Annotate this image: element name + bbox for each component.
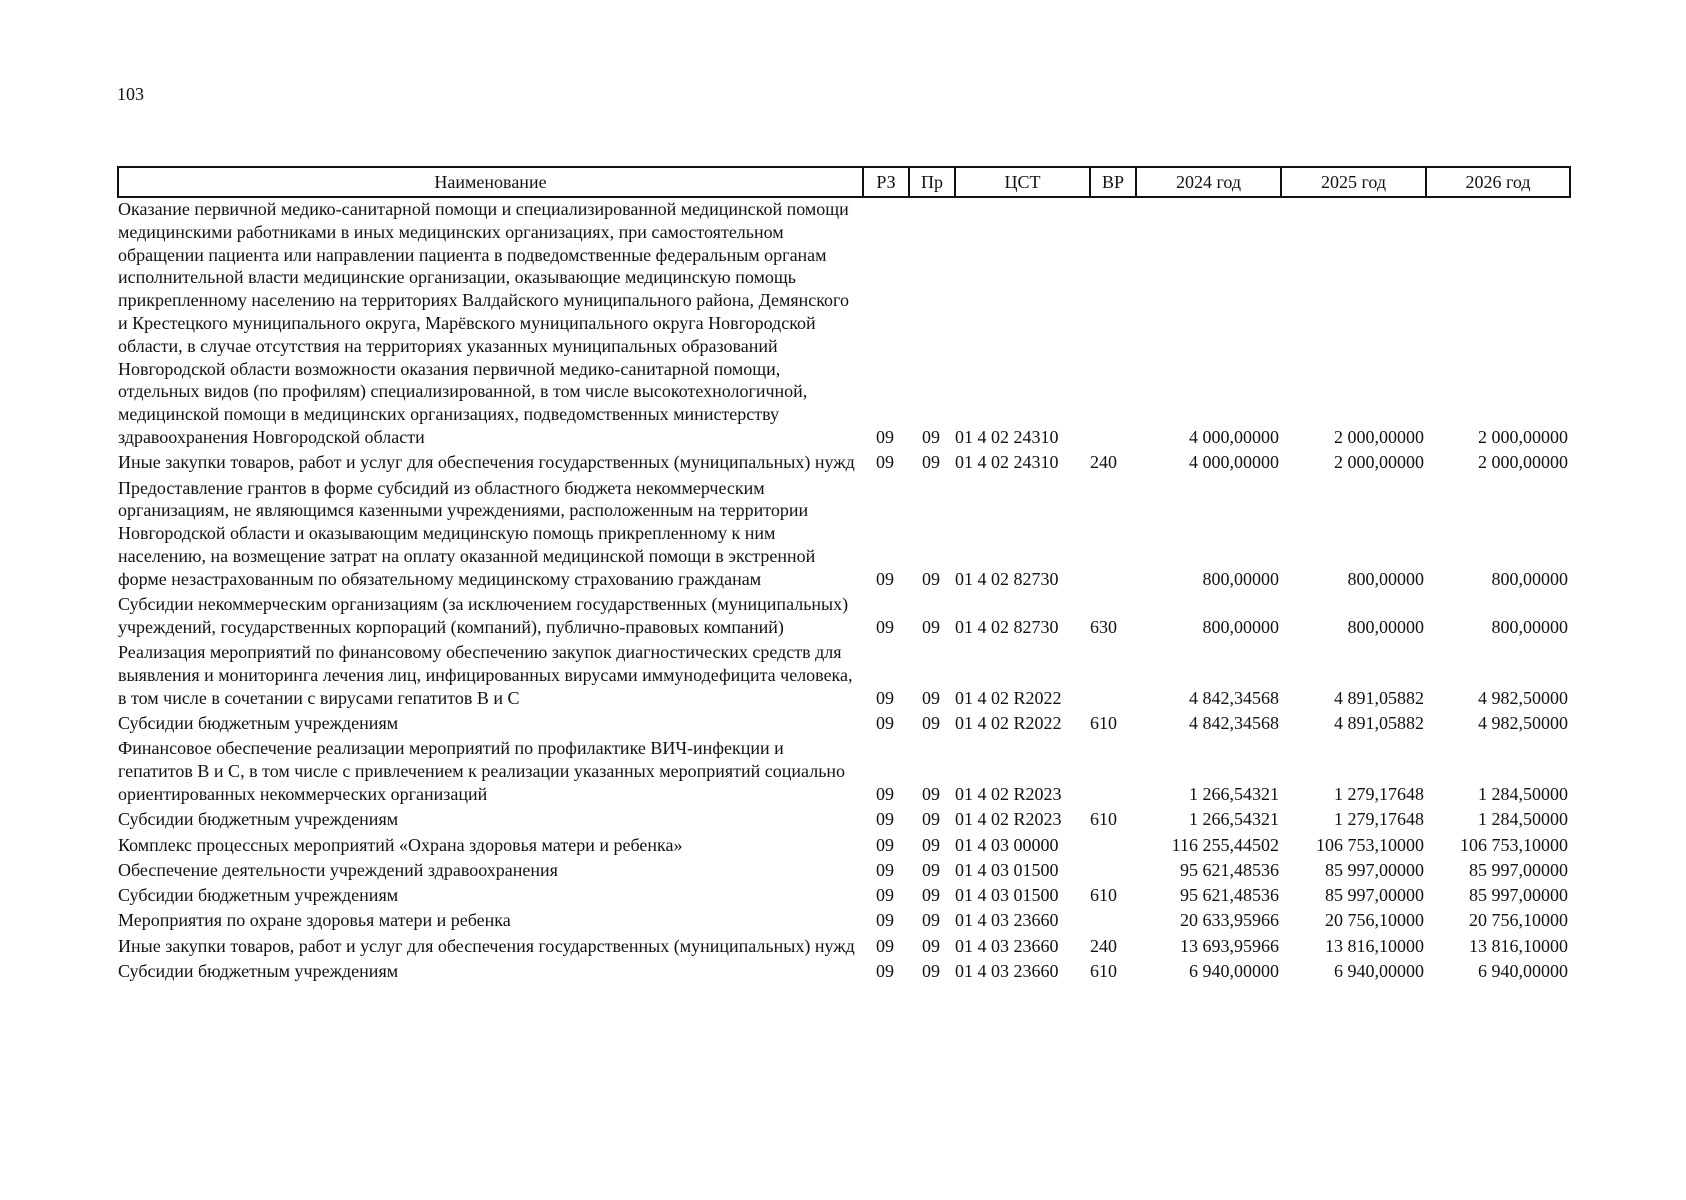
row-2026-value: 1 284,50000 [1478,809,1568,830]
row-cst: 01 4 03 23660 [955,910,1059,931]
row-pr: 09 [922,426,940,447]
row-pr: 09 [922,783,940,804]
row-2026-value: 85 997,00000 [1469,885,1568,906]
row-vr [1090,641,1136,712]
row-name: Реализация мероприятий по финансовому обеспечению закупок диагностических средств для выявления и мониторинга лечения лиц, инфицированных вирусами иммунодефицита человека, в том числе в сочетании с вирусами гепатитов В и С [118,642,853,708]
row-vr [1090,197,1136,451]
table-row [118,960,1570,985]
row-cst: 01 4 02 82730 [955,616,1059,637]
table-row [118,477,1570,593]
row-2026-value: 85 997,00000 [1469,859,1568,880]
row-name: Оказание первичной медико-санитарной помощи и специализированной медицинской помощи медицинскими работниками в иных медицинских организациях, при самостоятельном обращении пациента или направлении пациента в подведомственные федеральным органам исполнительной власти медицинские организации, оказывающие медицинскую помощь прикрепленному населению на территориях Валдайского муниципального района, Демянского и Крестецкого муниципального округа, Марёвского муниципального округа Новгородской области, в случае отсутствия на территориях указанных муниципальных образований Новгородской области возможности оказания первичной медико-санитарной помощи, отдельных видов (по профилям) специализированной, в том числе высокотехнологичной, медицинской помощи в медицинских организациях, подведомственных министерству здравоохранения Новгородской области [118,199,849,447]
row-2025-value: 106 753,10000 [1316,834,1424,855]
header-2026: 2026 год [1426,167,1570,197]
row-cst: 01 4 02 24310 [955,426,1059,447]
header-2025: 2025 год [1281,167,1426,197]
table-header [118,167,1570,197]
row-2026-value: 4 982,50000 [1478,687,1568,708]
row-2025-value: 85 997,00000 [1325,885,1424,906]
row-name: Субсидии бюджетным учреждениям [118,809,399,830]
row-name: Иные закупки товаров, работ и услуг для обеспечения государственных (муниципальных) нужд [118,452,855,473]
row-2024-value: 1 266,54321 [1189,809,1279,830]
table-row [118,712,1570,737]
row-name: Финансовое обеспечение реализации мероприятий по профилактике ВИЧ-инфекции и гепатитов В и С, в том числе с привлечением к реализации указанных мероприятий социально ориентированных некоммерческих организаций [118,738,846,804]
row-2024-value: 95 621,48536 [1180,859,1279,880]
row-cst: 01 4 02 R2022 [955,687,1062,708]
row-name: Мероприятия по охране здоровья матери и ребенка [118,910,511,931]
row-2024-value: 6 940,00000 [1189,961,1279,981]
row-2026-value: 6 940,00000 [1478,961,1568,981]
row-cst: 01 4 03 00000 [955,834,1059,855]
row-vr: 630 [1090,616,1117,637]
row-2025-value: 85 997,00000 [1325,859,1424,880]
row-2026-value: 106 753,10000 [1460,834,1568,855]
row-2025-value: 4 891,05882 [1334,713,1424,734]
row-vr: 240 [1090,935,1117,956]
row-2025-value: 1 279,17648 [1334,783,1424,804]
row-2025-value: 800,00000 [1347,568,1424,589]
row-pr: 09 [922,568,940,589]
row-rz: 09 [876,834,894,855]
row-2024-value: 20 633,95966 [1180,910,1279,931]
row-pr: 09 [922,616,940,637]
row-name: Обеспечение деятельности учреждений здравоохранения [118,859,558,880]
row-name: Субсидии бюджетным учреждениям [118,713,399,734]
row-rz: 09 [876,859,894,880]
row-rz: 09 [876,713,894,734]
row-pr: 09 [922,834,940,855]
row-2025-value: 6 940,00000 [1334,961,1424,981]
row-vr: 610 [1090,885,1117,906]
row-2026-value: 4 982,50000 [1478,713,1568,734]
row-2025-value: 20 756,10000 [1325,910,1424,931]
row-name: Субсидии бюджетным учреждениям [118,885,399,906]
row-vr [1090,477,1136,593]
row-2024-value: 800,00000 [1202,568,1279,589]
row-2025-value: 2 000,00000 [1334,452,1424,473]
row-2025-value: 800,00000 [1347,616,1424,637]
table-row [118,197,1570,451]
row-name: Предоставление грантов в форме субсидий из областного бюджета некоммерческим организациям, не являющимся казенными учреждениями, расположенным на территории Новгородской области и оказывающим медицинскую помощь прикрепленному к ним населению, на возмещение затрат на оплату оказанной медицинской помощи в экстренной форме незастрахованным по обязательному медицинскому страхованию гражданам [118,477,816,589]
row-vr: 240 [1090,452,1117,473]
row-rz: 09 [876,961,894,981]
row-vr: 610 [1090,809,1117,830]
table-row [118,859,1570,884]
header-name: Наименование [118,167,863,197]
row-cst: 01 4 03 01500 [955,859,1059,880]
table-row [118,808,1570,833]
table-row [118,451,1570,476]
row-pr: 09 [922,859,940,880]
row-pr: 09 [922,935,940,956]
row-name: Иные закупки товаров, работ и услуг для обеспечения государственных (муниципальных) нужд [118,935,855,956]
row-pr: 09 [922,809,940,830]
table-row [118,641,1570,712]
row-2024-value: 4 842,34568 [1189,713,1279,734]
budget-table [117,166,1571,985]
row-2026-value: 20 756,10000 [1469,910,1568,931]
row-pr: 09 [922,885,940,906]
header-cst: ЦСТ [955,167,1090,197]
table-row [118,909,1570,934]
row-vr [1090,834,1136,859]
row-pr: 09 [922,961,940,981]
row-2025-value: 13 816,10000 [1325,935,1424,956]
row-rz: 09 [876,935,894,956]
row-cst: 01 4 03 23660 [955,935,1059,956]
header-pr: Пр [909,167,955,197]
row-name: Субсидии некоммерческим организациям (за исключением государственных (муниципальных) учреждений, государственных корпораций (компаний), публично-правовых компаний) [118,594,849,637]
row-vr [1090,909,1136,934]
row-2024-value: 4 842,34568 [1189,687,1279,708]
header-row [118,167,1570,197]
table-body [118,197,1570,985]
row-rz: 09 [876,616,894,637]
row-2024-value: 13 693,95966 [1180,935,1279,956]
row-2026-value: 800,00000 [1491,568,1568,589]
row-2026-value: 800,00000 [1491,616,1568,637]
row-2024-value: 1 266,54321 [1189,783,1279,804]
row-2025-value: 4 891,05882 [1334,687,1424,708]
header-vr: ВР [1090,167,1136,197]
row-name: Субсидии бюджетным учреждениям [118,961,399,981]
row-vr: 610 [1090,961,1117,981]
header-rz: РЗ [863,167,909,197]
row-vr: 610 [1090,713,1117,734]
row-2024-value: 800,00000 [1202,616,1279,637]
row-2024-value: 4 000,00000 [1189,452,1279,473]
row-vr [1090,859,1136,884]
row-rz: 09 [876,809,894,830]
row-rz: 09 [876,910,894,931]
row-rz: 09 [876,426,894,447]
row-2024-value: 4 000,00000 [1189,426,1279,447]
row-cst: 01 4 02 24310 [955,452,1059,473]
row-cst: 01 4 03 01500 [955,885,1059,906]
row-cst: 01 4 02 R2023 [955,783,1062,804]
row-2024-value: 116 255,44502 [1171,834,1279,855]
row-cst: 01 4 02 82730 [955,568,1059,589]
row-pr: 09 [922,713,940,734]
row-2024-value: 95 621,48536 [1180,885,1279,906]
table-row [118,884,1570,909]
table-row [118,834,1570,859]
row-vr [1090,737,1136,808]
row-rz: 09 [876,783,894,804]
header-2024: 2024 год [1136,167,1281,197]
page-number: 103 [117,84,144,104]
row-2026-value: 2 000,00000 [1478,452,1568,473]
row-2025-value: 1 279,17648 [1334,809,1424,830]
row-rz: 09 [876,687,894,708]
row-rz: 09 [876,885,894,906]
row-2025-value: 2 000,00000 [1334,426,1424,447]
row-rz: 09 [876,452,894,473]
row-2026-value: 2 000,00000 [1478,426,1568,447]
row-2026-value: 1 284,50000 [1478,783,1568,804]
table-row [118,935,1570,960]
table-row [118,593,1570,641]
row-2026-value: 13 816,10000 [1469,935,1568,956]
row-cst: 01 4 02 R2023 [955,809,1062,830]
row-name: Комплекс процессных мероприятий «Охрана здоровья матери и ребенка» [118,834,683,855]
row-cst: 01 4 03 23660 [955,961,1059,981]
row-cst: 01 4 02 R2022 [955,713,1062,734]
row-rz: 09 [876,568,894,589]
row-pr: 09 [922,910,940,931]
row-pr: 09 [922,452,940,473]
table-row [118,737,1570,808]
row-pr: 09 [922,687,940,708]
